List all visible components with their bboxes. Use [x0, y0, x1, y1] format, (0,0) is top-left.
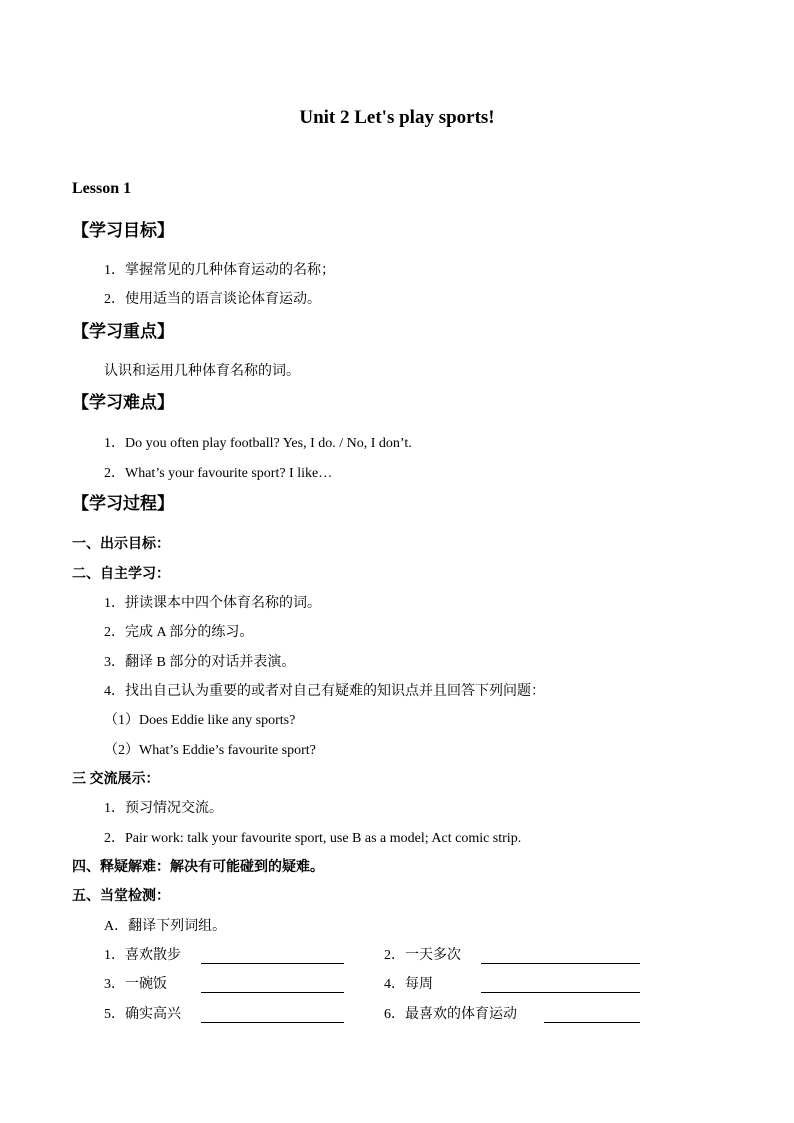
exercise-item-text: 确实高兴 [125, 1007, 181, 1022]
exercise-item-text: 喜欢散步 [125, 948, 181, 963]
exchange-item-2: 2．Pair work: talk your favourite sport, use B as a model; Act comic strip. [104, 831, 522, 846]
exercise-item-number: 5． [104, 1007, 125, 1022]
exercise-item-3 [104, 976, 167, 994]
answer-blank-4[interactable] [481, 992, 640, 993]
step-4-label: 四、释疑解难：解决有可能碰到的疑难。 [72, 860, 324, 875]
answer-blank-6[interactable] [544, 1022, 640, 1023]
exercise-title: A．翻译下列词组。 [104, 919, 227, 934]
answer-blank-2[interactable] [481, 963, 640, 964]
exercise-item-text: 每周 [405, 977, 433, 992]
self-study-item-4: 4．找出自己认为重要的或者对自己有疑难的知识点并且回答下列问题： [104, 684, 545, 699]
exercise-item-number: 4． [384, 977, 405, 992]
step-3-label: 三 交流展示： [72, 772, 160, 787]
exercise-item-6 [384, 1006, 517, 1024]
exercise-item-number: 2． [384, 948, 405, 963]
heading-key-points: 【学习重点】 [72, 322, 174, 341]
exercise-item-1 [104, 947, 181, 965]
exercise-item-text: 一天多次 [405, 948, 461, 963]
heading-goals: 【学习目标】 [72, 221, 174, 240]
goal-item-2: 2．使用适当的语言谈论体育运动。 [104, 292, 321, 307]
key-points-text: 认识和运用几种体育名称的词。 [104, 364, 300, 379]
heading-difficulties: 【学习难点】 [72, 393, 174, 412]
exercise-item-text: 一碗饭 [125, 977, 167, 992]
exercise-item-number: 1． [104, 948, 125, 963]
exercise-item-5 [104, 1006, 181, 1024]
document-title: Unit 2 Let's play sports! [299, 107, 495, 128]
self-study-item-2: 2．完成 A 部分的练习。 [104, 625, 254, 640]
difficulty-item-2: 2．What’s your favourite sport? I like… [104, 466, 333, 481]
step-2-label: 二、自主学习： [72, 567, 170, 582]
exercise-item-2 [384, 947, 461, 965]
question-1: （1）Does Eddie like any sports? [104, 713, 296, 728]
step-1-label: 一、出示目标： [72, 537, 170, 552]
answer-blank-5[interactable] [201, 1022, 344, 1023]
self-study-item-3: 3．翻译 B 部分的对话并表演。 [104, 655, 296, 670]
heading-process: 【学习过程】 [72, 494, 174, 513]
exercise-item-number: 6． [384, 1007, 405, 1022]
exchange-item-1: 1．预习情况交流。 [104, 801, 223, 816]
answer-blank-1[interactable] [201, 963, 344, 964]
answer-blank-3[interactable] [201, 992, 344, 993]
exercise-item-number: 3． [104, 977, 125, 992]
goal-item-1: 1．掌握常见的几种体育运动的名称； [104, 263, 335, 278]
difficulty-item-1: 1．Do you often play football? Yes, I do. / No, I don’t. [104, 436, 412, 451]
exercise-item-text: 最喜欢的体育运动 [405, 1007, 517, 1022]
step-5-label: 五、当堂检测： [72, 889, 170, 904]
lesson-label: Lesson 1 [72, 180, 132, 197]
question-2: （2）What’s Eddie’s favourite sport? [104, 743, 316, 758]
self-study-item-1: 1．拼读课本中四个体育名称的词。 [104, 596, 321, 611]
exercise-item-4 [384, 976, 433, 994]
